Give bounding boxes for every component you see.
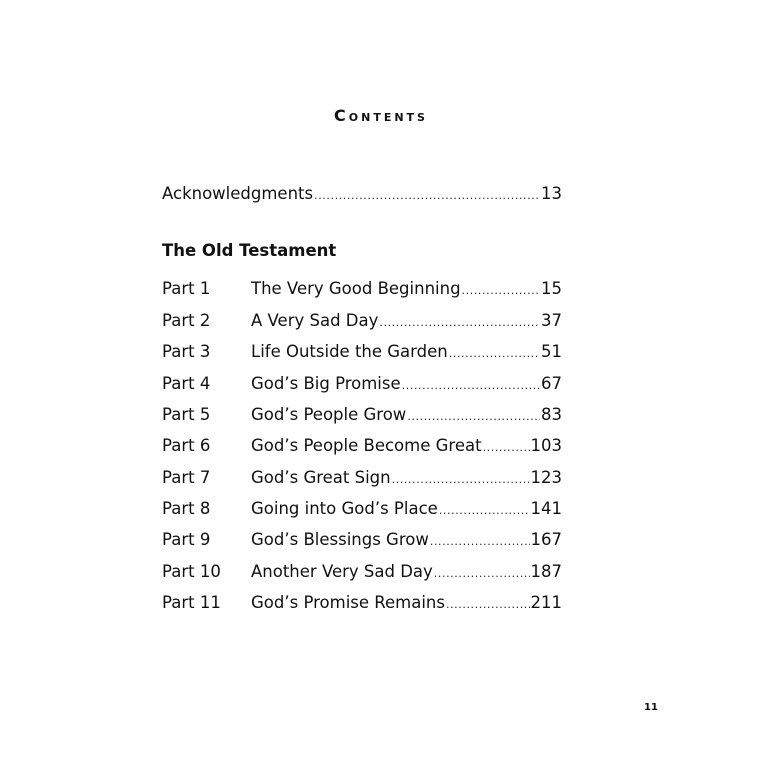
section-heading: The Old Testament xyxy=(162,241,337,260)
dot-leader xyxy=(402,379,540,392)
dot-leader xyxy=(379,316,540,329)
part-name: God’s Blessings Grow xyxy=(251,530,429,549)
part-name: God’s Big Promise xyxy=(251,374,401,393)
part-name: The Very Good Beginning xyxy=(251,279,461,298)
part-label: Part 10 xyxy=(162,562,221,581)
part-name: Going into God’s Place xyxy=(251,499,438,518)
dot-leader xyxy=(392,473,530,486)
part-label: Part 5 xyxy=(162,405,211,424)
toc-entry-part-11[interactable] xyxy=(162,593,562,612)
dot-leader xyxy=(407,410,540,423)
toc-entry-part-1[interactable] xyxy=(162,279,562,298)
part-label: Part 4 xyxy=(162,374,211,393)
part-page: 141 xyxy=(530,499,562,518)
part-name: Another Very Sad Day xyxy=(251,562,433,581)
part-label: Part 3 xyxy=(162,342,211,361)
part-name: God’s Promise Remains xyxy=(251,593,445,612)
part-page: 123 xyxy=(530,468,562,487)
toc-entry-acknowledgments[interactable] xyxy=(162,184,562,203)
part-page: 211 xyxy=(530,593,562,612)
part-page: 37 xyxy=(541,311,562,330)
part-name: Life Outside the Garden xyxy=(251,342,448,361)
part-name: God’s People Grow xyxy=(251,405,407,424)
part-label: Part 9 xyxy=(162,530,211,549)
toc-entry-part-9[interactable] xyxy=(162,530,562,549)
part-name: God’s People Become Great xyxy=(251,436,482,455)
toc-entry-part-3[interactable] xyxy=(162,342,562,361)
part-page: 103 xyxy=(530,436,562,455)
toc-entry-part-4[interactable] xyxy=(162,374,562,393)
toc-entry-part-5[interactable] xyxy=(162,405,562,424)
part-label: Part 7 xyxy=(162,468,211,487)
toc-entry-part-6[interactable] xyxy=(162,436,562,455)
toc-entry-part-10[interactable] xyxy=(162,562,562,581)
dot-leader xyxy=(446,598,530,611)
part-label: Part 11 xyxy=(162,593,221,612)
part-label: Part 6 xyxy=(162,436,211,455)
part-name: God’s Great Sign xyxy=(251,468,391,487)
toc-entry-part-2[interactable] xyxy=(162,311,562,330)
toc-entry-part-7[interactable] xyxy=(162,468,562,487)
toc-entry-part-8[interactable] xyxy=(162,499,562,518)
page-number: 11 xyxy=(644,702,658,713)
part-label: Part 2 xyxy=(162,311,211,330)
part-page: 187 xyxy=(530,562,562,581)
part-label: Part 1 xyxy=(162,279,211,298)
dot-leader xyxy=(462,284,540,297)
dot-leader xyxy=(483,441,530,454)
part-label: Part 8 xyxy=(162,499,211,518)
entry-name: Acknowledgments xyxy=(162,184,314,203)
part-page: 51 xyxy=(541,342,562,361)
dot-leader xyxy=(439,504,530,517)
part-page: 83 xyxy=(541,405,562,424)
part-page: 67 xyxy=(541,374,562,393)
dot-leader xyxy=(449,347,540,360)
part-name: A Very Sad Day xyxy=(251,311,379,330)
part-page: 15 xyxy=(541,279,562,298)
part-page: 167 xyxy=(530,530,562,549)
dot-leader xyxy=(430,535,530,548)
dot-leader xyxy=(434,567,530,580)
entry-page: 13 xyxy=(541,184,562,203)
dot-leader xyxy=(314,189,540,202)
page-title: Contents xyxy=(334,106,428,125)
